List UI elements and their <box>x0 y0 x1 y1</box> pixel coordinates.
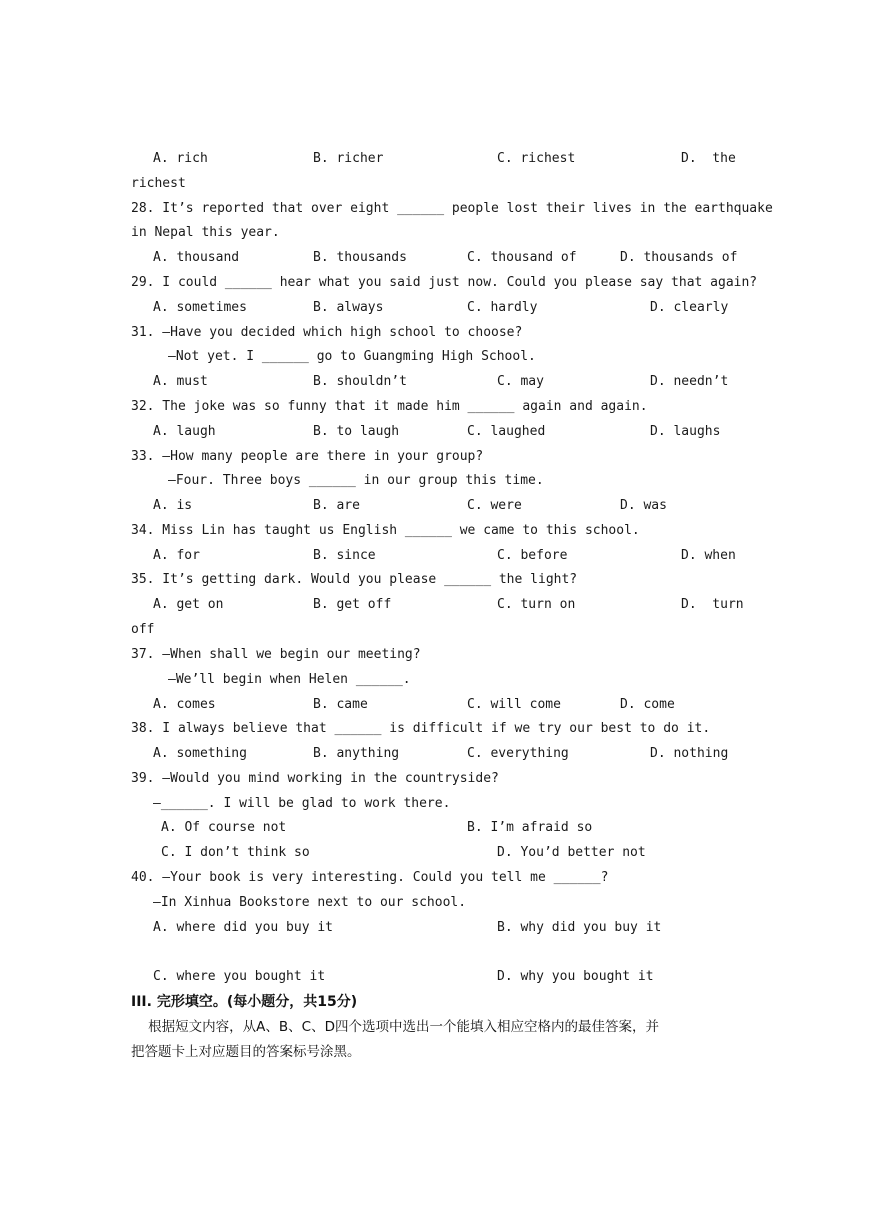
q32-options <box>0 420 869 444</box>
option-d-continued: off <box>131 622 155 637</box>
option-a: A. where did you buy it <box>153 920 334 935</box>
q29-stem: 29. I could ______ hear what you said just now. Could you please say that again? <box>131 275 758 290</box>
option-d: D. laughs <box>650 424 721 439</box>
option-d: D. was <box>620 498 667 513</box>
q31-options <box>0 370 869 394</box>
option-a: A. is <box>153 498 193 513</box>
option-b: B. shouldn’t <box>313 374 407 389</box>
q33-options <box>0 494 869 518</box>
option-c: C. turn on <box>497 597 576 612</box>
option-b: B. are <box>313 498 360 513</box>
option-d: D. nothing <box>650 746 729 761</box>
option-d: D. thousands of <box>620 250 738 265</box>
q31-response: —Not yet. I ______ go to Guangming High School. <box>168 349 536 364</box>
option-d: D. when <box>681 548 736 563</box>
option-c: C. everything <box>467 746 569 761</box>
option-b: B. since <box>313 548 376 563</box>
option-c: C. were <box>467 498 522 513</box>
q39-stem: 39. —Would you mind working in the countryside? <box>131 771 499 786</box>
option-a: A. something <box>153 746 247 761</box>
option-b: B. always <box>313 300 384 315</box>
q28-stem: 28. It’s reported that over eight ______ people lost their lives in the earthquake <box>131 201 773 216</box>
option-d: D. come <box>620 697 675 712</box>
option-b: B. I’m afraid so <box>467 820 593 835</box>
q38-options <box>0 742 869 766</box>
option-a: A. for <box>153 548 200 563</box>
option-a: A. laugh <box>153 424 216 439</box>
option-a: A. must <box>153 374 208 389</box>
option-d: D. the <box>681 151 736 166</box>
q40-response: —In Xinhua Bookstore next to our school. <box>153 895 467 910</box>
option-c: C. I don’t think so <box>161 845 310 860</box>
option-b: B. thousands <box>313 250 407 265</box>
option-d: D. clearly <box>650 300 729 315</box>
section-instruction-line2: 把答题卡上对应题目的答案标号涂黑。 <box>131 1044 361 1060</box>
q28-stem-continued: in Nepal this year. <box>131 225 280 240</box>
q35-options <box>0 593 869 617</box>
option-d: D. needn’t <box>650 374 729 389</box>
section-instruction-line1: 根据短文内容，从A、B、C、D四个选项中选出一个能填入相应空格内的最佳答案，并 <box>131 1019 659 1035</box>
q29-options <box>0 296 869 320</box>
q33-response: —Four. Three boys ______ in our group this time. <box>168 473 544 488</box>
option-a: A. comes <box>153 697 216 712</box>
option-b: B. came <box>313 697 368 712</box>
q37-options <box>0 693 869 717</box>
option-b: B. richer <box>313 151 384 166</box>
q31-stem: 31. —Have you decided which high school to choose? <box>131 325 523 340</box>
option-c: C. where you bought it <box>153 969 326 984</box>
q39-response: —______. I will be glad to work there. <box>153 796 451 811</box>
option-c: C. hardly <box>467 300 538 315</box>
q39-options-row2 <box>0 841 869 865</box>
option-a: A. thousand <box>153 250 240 265</box>
q34-stem: 34. Miss Lin has taught us English ______ we came to this school. <box>131 523 640 538</box>
q40-stem: 40. —Your book is very interesting. Could you tell me ______? <box>131 870 609 885</box>
q33-stem: 33. —How many people are there in your group? <box>131 449 484 464</box>
option-b: B. why did you buy it <box>497 920 662 935</box>
q32-stem: 32. The joke was so funny that it made him ______ again and again. <box>131 399 648 414</box>
option-b: B. to laugh <box>313 424 400 439</box>
q40-options-row2 <box>0 965 869 989</box>
q27-options <box>0 147 869 171</box>
option-a: A. get on <box>153 597 224 612</box>
option-c: C. may <box>497 374 544 389</box>
option-b: B. get off <box>313 597 392 612</box>
option-a: A. sometimes <box>153 300 247 315</box>
q37-stem: 37. —When shall we begin our meeting? <box>131 647 421 662</box>
option-c: C. will come <box>467 697 561 712</box>
option-c: C. richest <box>497 151 576 166</box>
q35-stem: 35. It’s getting dark. Would you please ______ the light? <box>131 572 578 587</box>
q34-options <box>0 544 869 568</box>
option-c: C. before <box>497 548 568 563</box>
section-title: III. 完形填空。(每小题分，共15分) <box>131 994 358 1010</box>
option-d-continued: richest <box>131 176 186 191</box>
q28-options <box>0 246 869 270</box>
option-d: D. turn <box>681 597 744 612</box>
option-a: A. rich <box>153 151 208 166</box>
q39-options-row1 <box>0 816 869 840</box>
q40-options-row1 <box>0 916 869 940</box>
option-d: D. You’d better not <box>497 845 646 860</box>
option-c: C. laughed <box>467 424 546 439</box>
option-a: A. Of course not <box>161 820 287 835</box>
q38-stem: 38. I always believe that ______ is difficult if we try our best to do it. <box>131 721 711 736</box>
option-d: D. why you bought it <box>497 969 654 984</box>
q37-response: —We’ll begin when Helen ______. <box>168 672 411 687</box>
option-b: B. anything <box>313 746 400 761</box>
option-c: C. thousand of <box>467 250 577 265</box>
